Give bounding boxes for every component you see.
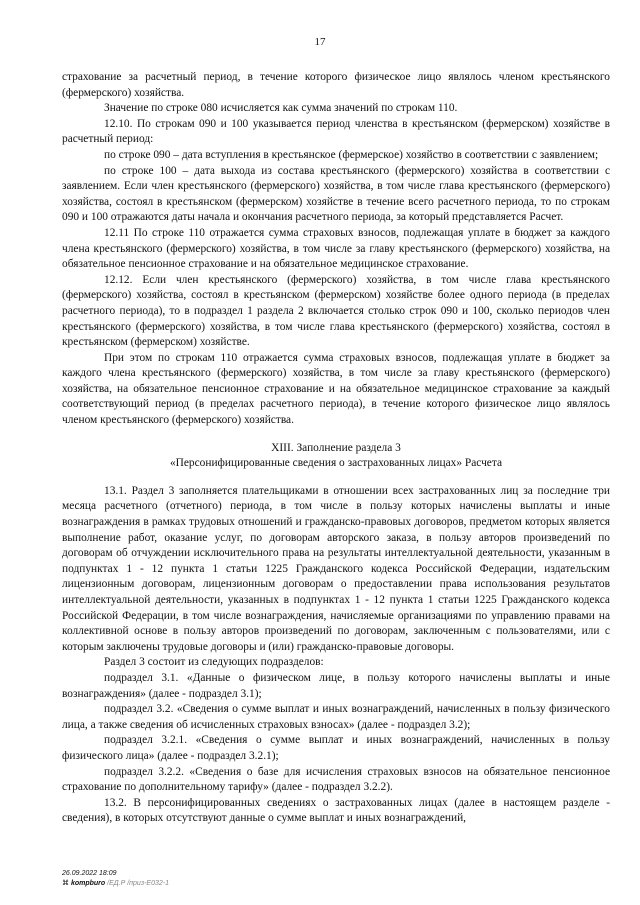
paragraph: подраздел 3.2. «Сведения о сумме выплат и иных вознаграждений, начисленных в пользу физического лица, а также сведения об исчисленных страховых взносах» (далее - подраздел 3.2);: [62, 703, 610, 731]
paragraph: Значение по строке 080 исчисляется как сумма значений по строкам 110.: [104, 102, 458, 115]
document-body: [62, 70, 610, 827]
paragraph: 13.2. В персонифицированных сведениях о застрахованных лицах (далее в настоящем разделе - сведения), в которых отсутствуют данные о сумме выплат и иных вознаграждений,: [62, 796, 610, 825]
user-icon: ⌘: [62, 880, 69, 887]
paragraph: подраздел 3.2.2. «Сведения о базе для исчисления страховых взносов на обязательное пенсионное страхование по дополнительному тарифу» (далее - подраздел 3.2.2).: [62, 765, 610, 794]
footer-user: kompburo: [70, 880, 106, 887]
paragraph: При этом по строкам 110 отражается сумма страховых взносов, подлежащая уплате в бюджет за каждого члена крестьянского (фермерского) хозяйства, в том числе за главу крестьянского (фермерского) хозяйства, на обязательное пенсионное страхование и на обязательное медицинское страхование за каждый соответствующий период (в пределах расчетного периода), в течение которого физическое лицо являлось членом крестьянского (фермерского) хозяйства.: [62, 351, 610, 427]
paragraph: страхование за расчетный период, в течение которого физическое лицо являлось членом крестьянского (фермерского) хозяйства.: [62, 71, 610, 99]
paragraph: подраздел 3.1. «Данные о физическом лице, в пользу которого начислены выплаты и иные вознаграждения» (далее - подраздел 3.1);: [62, 671, 610, 700]
footer-doc-ref: /ЕД.Р /приз-Е032-1: [107, 880, 169, 887]
section-subtitle: «Персонифицированные сведения о застрахованных лицах» Расчета: [169, 457, 503, 470]
paragraph: 12.11 По строке 110 отражается сумма страховых взносов, подлежащая уплате в бюджет за каждого члена крестьянского (фермерского) хозяйства, в том числе за главу крестьянского (фермерского) хозяйства, на обязательное пенсионное страхование и на обязательное медицинское страхование.: [62, 226, 610, 271]
paragraph: 13.1. Раздел 3 заполняется плательщиками в отношении всех застрахованных лиц за последние три месяца расчетного (отчетного) периода, в том числе в пользу которых начислены выплаты и иные вознаграждения в рамках трудовых отношений и гражданско-правовых договоров, предметом которых является выполнение работ, оказание услуг, по договорам авторского заказа, в пользу авторов произведений по договорам об отчуждении исключительного права на результаты интеллектуальной деятельности, указанным в подпунктах 1 - 12 пункта 1 статьи 1225 Гражданского кодекса Российской Федерации, издательским лицензионным договорам, лицензионным договорам о предоставлении права использования результатов интеллектуальной деятельности, указанных в подпунктах 1 - 12 пункта 1 статьи 1225 Гражданского кодекса Российской Федерации, в том числе вознаграждения, начисляемые организациями по управлению правами на коллективной основе в пользу авторов произведений по договорам, заключенным с пользователями, или с которым заключены трудовые договоры и (или) гражданско-правовые договоры.: [62, 484, 610, 653]
paragraph: подраздел 3.2.1. «Сведения о сумме выплат и иных вознаграждений, начисленных в пользу физического лица» (далее - подраздел 3.2.1);: [62, 734, 610, 762]
paragraph: 12.10. По строкам 090 и 100 указывается период членства в крестьянском (фермерском) хозяйстве в расчетный период:: [62, 117, 610, 146]
footer-stamp: [62, 869, 169, 889]
paragraph: Раздел 3 состоит из следующих подразделов:: [104, 656, 324, 669]
paragraph: 12.12. Если член крестьянского (фермерского) хозяйства, в том числе глава крестьянского (фермерского) хозяйства, состоял в крестьянском (фермерском) хозяйстве более одного периода (в пределах расчетного периода), то в подраздел 1 раздела 2 включается столько строк 090 и 100, сколько периодов член крестьянского (фермерского) хозяйства, в том числе глава крестьянского (фермерского) хозяйства, состоял в крестьянском (фермерском) хозяйстве.: [62, 273, 610, 349]
page-number: 17: [314, 36, 326, 48]
paragraph: по строке 100 – дата выхода из состава крестьянского (фермерского) хозяйства в соответствии с заявлением. Если член крестьянского (фермерского) хозяйства, в том числе глава крестьянского (фермерского) хозяйства, состоял в крестьянском (фермерском) хозяйстве в течение всего расчетного периода, то по строкам 090 и 100 отражаются даты начала и окончания расчетного периода, за который представляется Расчет.: [62, 164, 610, 224]
section-title: XIII. Заполнение раздела 3: [271, 441, 401, 454]
footer-user-line: [62, 879, 169, 889]
footer-date: 26.09.2022 18:09: [62, 870, 117, 877]
paragraph: по строке 090 – дата вступления в крестьянское (фермерское) хозяйство в соответствии с заявлением;: [104, 148, 599, 161]
